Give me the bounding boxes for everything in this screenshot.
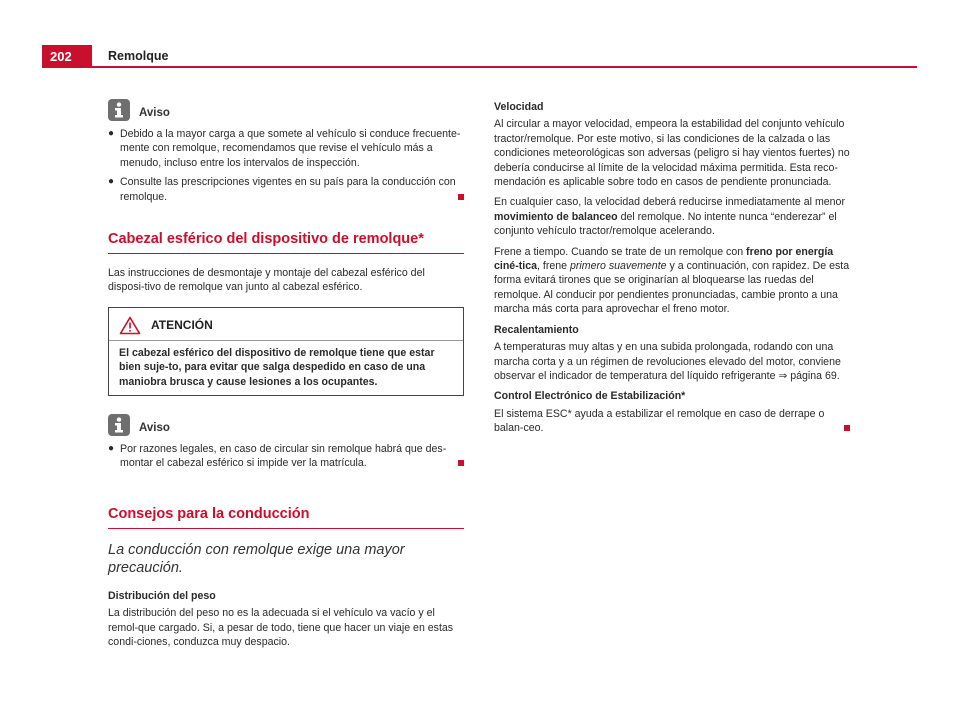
section-title: Consejos para la conducción [108, 505, 464, 529]
section-body: La distribución del peso no es la adecuada si el vehículo va vacío y el remol-que cargado. Si, a pesar de todo, tiene que hacer un viaje en estas condi-ciones, conduzca muy despacio. [108, 607, 454, 649]
note-item [108, 442, 464, 471]
sub-heading: Control Electrónico de Estabilización* [494, 390, 686, 403]
note-item-text: Por razones legales, en caso de circular sin remolque habrá que des-montar el cabezal esférico si impide ver la matrícula. [120, 442, 464, 471]
note-item-text: Consulte las prescripciones vigentes en su país para la conducción con remolque. [120, 175, 464, 204]
note-item [108, 127, 464, 170]
paragraph: A temperaturas muy altas y en una subida prolongada, rodando con una marcha corta y a un régimen de revoluciones elevado del motor, conviene observar el indicador de temperatura del líquido refrigerante ⇒ página 69. [494, 341, 841, 382]
paragraph: Al circular a mayor velocidad, empeora la estabilidad del conjunto vehículo tractor/remolque. Por este motivo, si las condiciones de la calzada o las condiciones meteorológicas son adversas (peligro si hay vientos fuertes) no debería conducirse al límite de la velocidad máxima permitida. Esta reco-mendación es aplicable sobre todo en casos de pendiente pronunciada. [494, 118, 850, 189]
paragraph: El sistema ESC* ayuda a estabilizar el remolque en caso de derrape o balan-ceo. [494, 407, 850, 436]
note-title: Aviso [139, 421, 170, 434]
note-title: Aviso [139, 106, 170, 119]
paragraph: En cualquier caso, la velocidad deberá reducirse inmediatamente al menor movimiento de balanceo del remolque. No intente nunca “enderezar” el conjunto vehículo tractor/remolque acelerando. [494, 196, 845, 238]
warning-header [109, 308, 463, 341]
bullet-icon: ● [108, 128, 115, 139]
page-title: Remolque [108, 49, 169, 63]
sub-heading: Distribución del peso [108, 589, 216, 602]
warning-triangle-icon [119, 316, 141, 335]
section-subtitle: La conducción con remolque exige una mayor precaución. [108, 541, 405, 576]
left-column [108, 95, 464, 656]
note-item [108, 175, 464, 204]
section-body: Las instrucciones de desmontaje y montaje del cabezal esférico del disposi-tivo de remolque van junto al cabezal esférico. [108, 267, 425, 294]
paragraph: Frene a tiempo. Cuando se trate de un remolque con freno por energía ciné-tica, frene primero suavemente y a continuación, con rapidez. De esta forma evitará tirones que se originarían al bloquearse las ruedas del remolque. Al conducir por pendientes pronunciadas, cambie pronto a una marcha más corta para aprovechar el freno motor. [494, 245, 850, 316]
sub-heading: Velocidad [494, 101, 544, 113]
warning-title: ATENCIÓN [151, 318, 213, 333]
header-divider [92, 66, 917, 68]
bullet-icon: ● [108, 443, 115, 455]
info-icon [108, 99, 130, 121]
page-reference-link[interactable]: ⇒ página 69 [778, 369, 837, 382]
bullet-icon: ● [108, 176, 115, 188]
info-icon [108, 414, 130, 436]
note-item-text: Debido a la mayor carga a que somete al vehículo si conduce frecuente-mente con remolque, recomendamos que revise el vehículo más a menudo, incluso entre los intervalos de inspección. [120, 128, 461, 169]
end-mark-icon [458, 460, 464, 466]
section-title: Cabezal esférico del dispositivo de remolque* [108, 230, 464, 254]
warning-box [108, 307, 464, 396]
page-number: 202 [42, 45, 92, 68]
warning-text: El cabezal esférico del dispositivo de remolque tiene que estar bien suje-to, para evitar que salga despedido en caso de una maniobra brusca y cause lesiones a los ocupantes. [119, 346, 435, 388]
right-column [494, 100, 850, 442]
sub-heading: Recalentamiento [494, 323, 579, 336]
note-header [108, 414, 464, 436]
end-mark-icon [844, 425, 850, 431]
note-header [108, 99, 464, 121]
end-mark-icon [458, 194, 464, 200]
